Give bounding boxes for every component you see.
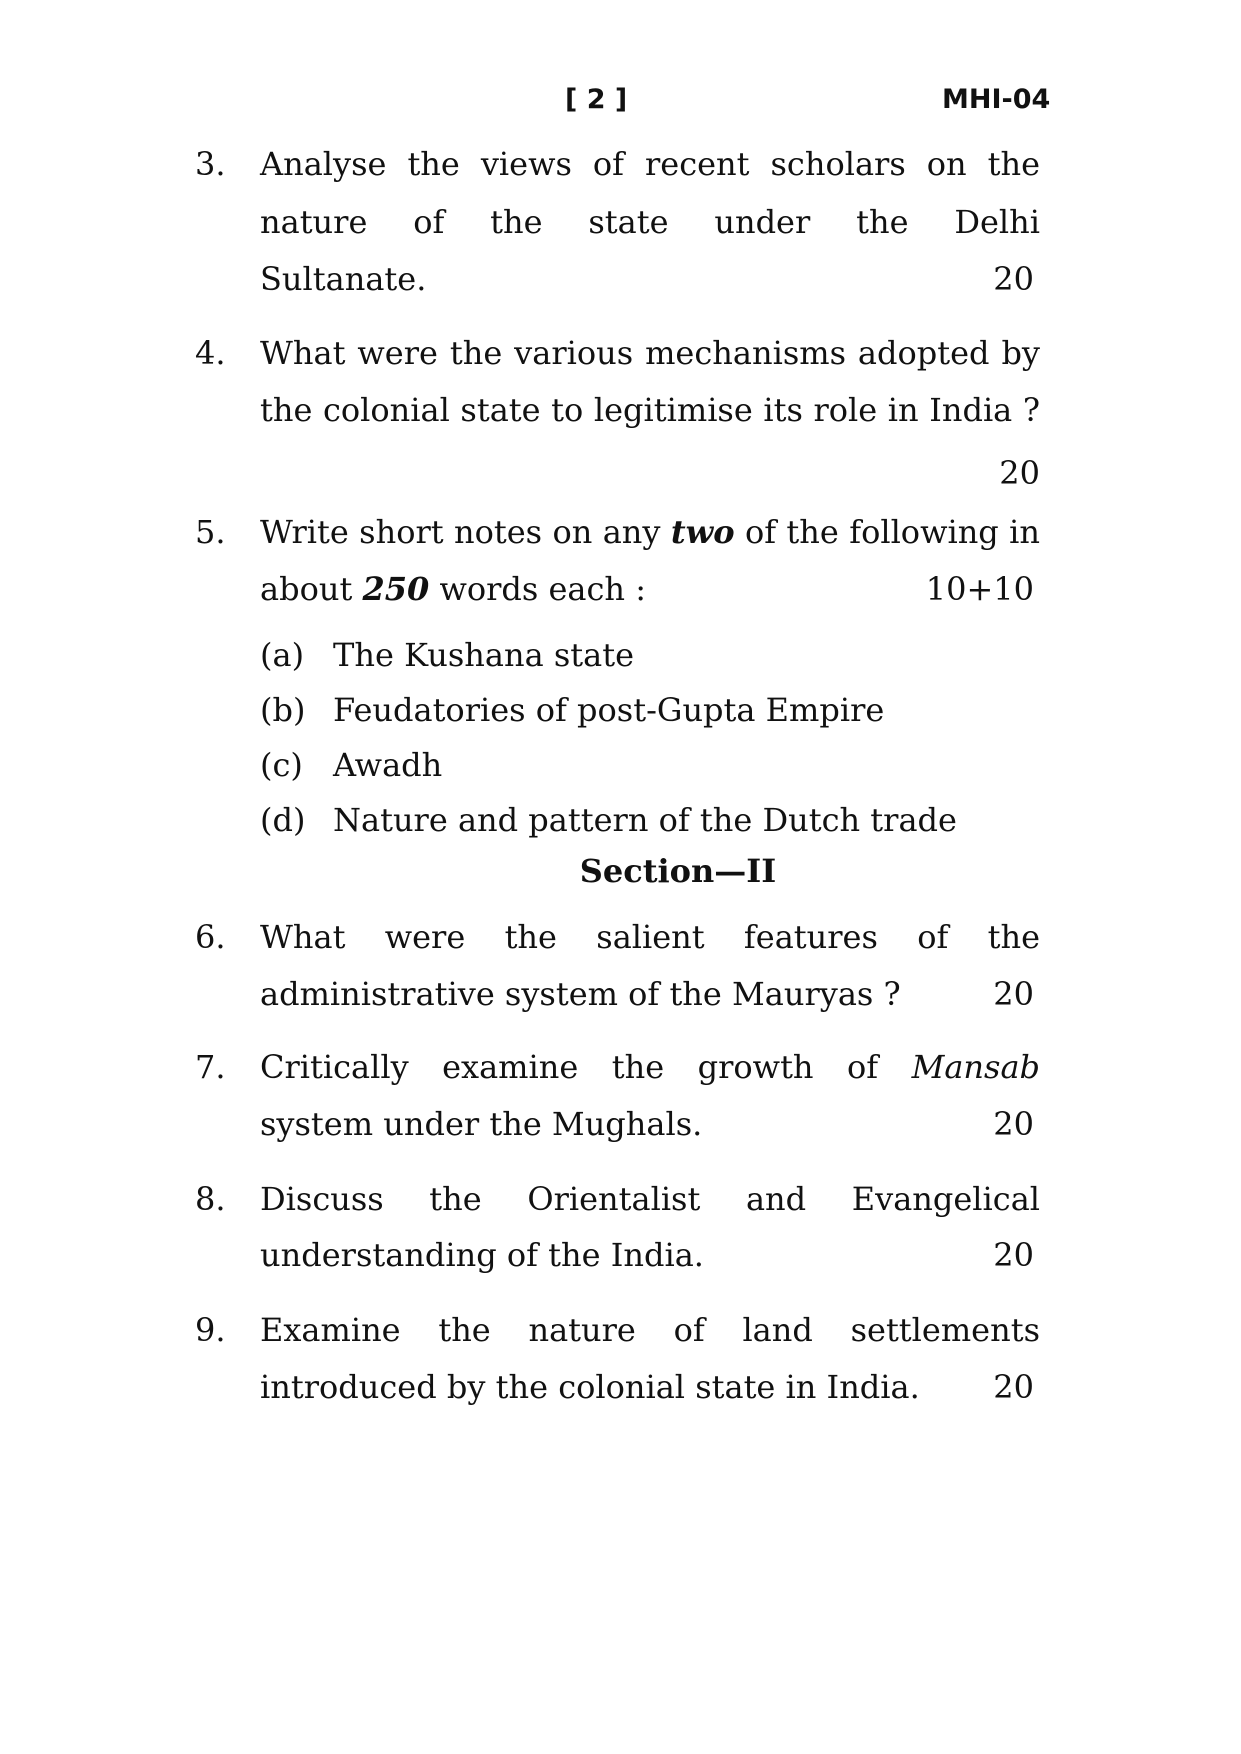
option-text: Nature and pattern of the Dutch trade xyxy=(333,801,957,839)
question-marks: 20 xyxy=(993,260,1034,298)
emphasis-text: two xyxy=(670,513,735,551)
question-number: 9. xyxy=(195,1311,226,1349)
question-text-line: Sultanate. xyxy=(260,260,427,298)
question-text-line xyxy=(260,570,1040,608)
question-number: 3. xyxy=(195,145,226,183)
question-number: 5. xyxy=(195,513,226,551)
question-text-line xyxy=(260,1048,1040,1086)
question-text-line: What were the various mechanisms adopted by xyxy=(260,334,1040,372)
question-marks: 20 xyxy=(993,975,1034,1013)
question-text-line: What were the salient features of the xyxy=(260,918,1040,956)
question-marks: 20 xyxy=(993,1368,1034,1406)
question-number: 6. xyxy=(195,918,226,956)
emphasis-text: 250 xyxy=(362,570,430,608)
text-run: words each : xyxy=(429,570,646,608)
question-text-line: understanding of the India. xyxy=(260,1236,704,1274)
section-heading xyxy=(0,852,1241,890)
option-text: Feudatories of post-Gupta Empire xyxy=(333,691,885,729)
question-text-line: administrative system of the Mauryas ? xyxy=(260,975,901,1013)
option-label: (a) xyxy=(260,636,305,674)
section-title: Section—II xyxy=(579,852,777,890)
option-text: Awadh xyxy=(333,746,443,784)
question-text-line: system under the Mughals. xyxy=(260,1105,703,1143)
text-run: Write short notes on any xyxy=(260,513,671,551)
option-label: (b) xyxy=(260,691,306,729)
page-number: [ 2 ] xyxy=(565,84,628,115)
question-number: 4. xyxy=(195,334,226,372)
question-text-line: introduced by the colonial state in India. xyxy=(260,1368,920,1406)
question-number: 7. xyxy=(195,1048,226,1086)
question-marks: 20 xyxy=(993,1236,1034,1274)
option-text: The Kushana state xyxy=(333,636,634,674)
question-number: 8. xyxy=(195,1180,226,1218)
question-marks: 20 xyxy=(999,454,1040,492)
text-run: Critically examine the growth of xyxy=(260,1048,912,1086)
option-label: (c) xyxy=(260,746,303,784)
question-marks: 20 xyxy=(993,1105,1034,1143)
option-label: (d) xyxy=(260,801,306,839)
question-text-line: Analyse the views of recent scholars on the xyxy=(260,145,1040,183)
question-text-line: Examine the nature of land settlements xyxy=(260,1311,1040,1349)
emphasis-text: Mansab xyxy=(911,1048,1040,1086)
text-run: of the following in xyxy=(734,513,1041,551)
question-text-line: the colonial state to legitimise its role in India ? xyxy=(260,391,1040,429)
course-code: MHI-04 xyxy=(942,84,1051,115)
question-text-line xyxy=(260,513,1040,551)
question-text-line: nature of the state under the Delhi xyxy=(260,203,1040,241)
question-text-line: Discuss the Orientalist and Evangelical xyxy=(260,1180,1040,1218)
text-run: about xyxy=(260,570,363,608)
question-marks: 10+10 xyxy=(925,570,1034,608)
